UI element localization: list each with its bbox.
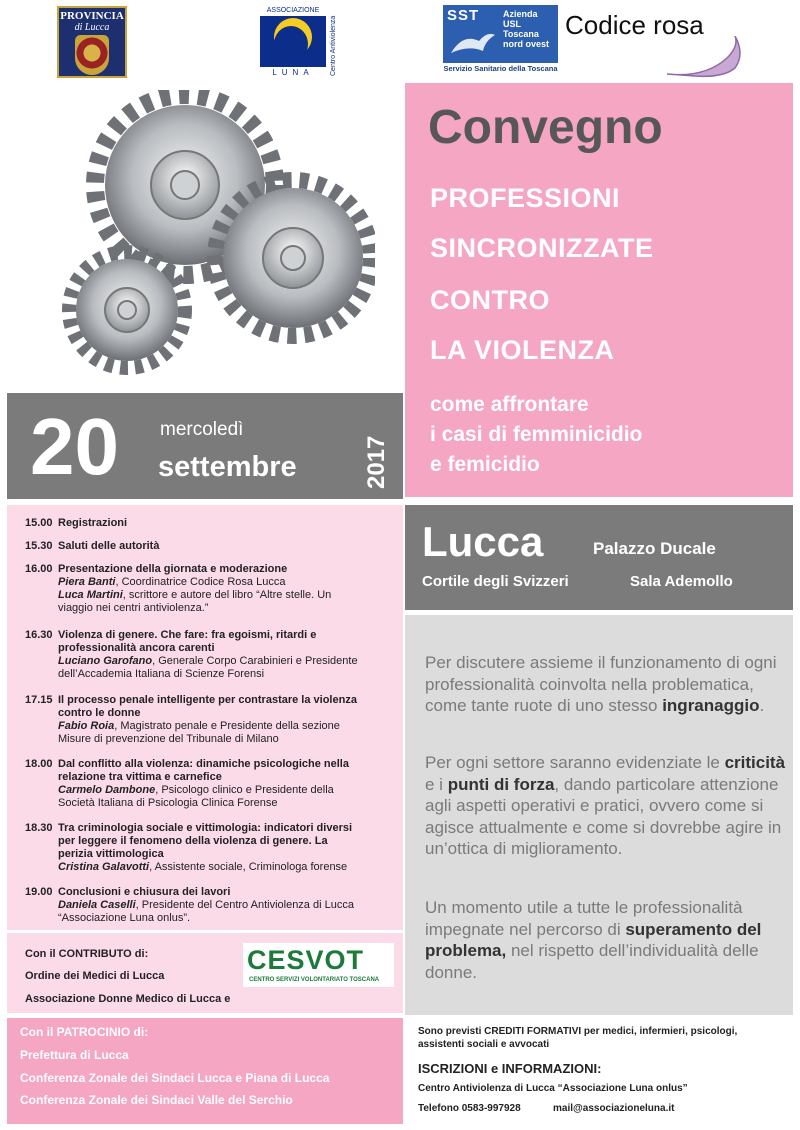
luna-logo-top: ASSOCIAZIONE: [260, 6, 326, 16]
program-item: 18.30 Tra criminologia sociale e vittimologia: indicatori diversi per leggere il fenomeno della violenza di genere. La perizia vittimologica Cristina Galavotti, Assistente sociale, Criminologa forense: [25, 822, 353, 873]
event-day: 20: [30, 402, 119, 491]
venue-hall: Sala Ademollo: [630, 573, 733, 590]
venue-courtyard: Cortile degli Svizzeri: [422, 573, 569, 590]
event-weekday: mercoledì: [160, 419, 244, 440]
event-year: 2017: [363, 435, 390, 489]
title-line-1: PROFESSIONI: [430, 183, 621, 213]
patrocinio-item: Prefettura di Lucca: [20, 1048, 129, 1062]
associazione-luna-logo: [260, 6, 326, 78]
patrocinio-item: Conferenza Zonale dei Sindaci Valle del Serchio: [20, 1093, 293, 1107]
contributo-heading: Con il CONTRIBUTO di:: [25, 948, 149, 960]
description-paragraph-3: Un momento utile a tutte le professionalità impegnate nel percorso di superamento del problema, nel rispetto dell’individualità delle donne.: [425, 898, 762, 982]
provincia-lucca-logo: [57, 6, 127, 78]
title-line-4: LA VIOLENZA: [430, 335, 615, 365]
description-paragraph-2: Per ogni settore saranno evidenziate le criticità e i punti di forza, dando particolare attenzione agli aspetti operativi e pratici, ovvero come si agisce attualmente e come si dovrebbe agire in un’ottica di miglioramento.: [425, 753, 786, 858]
subtitle-line-3: e femicidio: [430, 453, 540, 476]
credits-line-2: assistenti sociali e avvocati: [418, 1039, 550, 1050]
venue-palace: Palazzo Ducale: [593, 539, 716, 558]
credits-line-1: Sono previsti CREDITI FORMATIVI per medici, infermieri, psicologi,: [418, 1026, 738, 1037]
luna-logo-bottom: LUNA: [260, 67, 326, 78]
description-paragraph-1: Per discutere assieme il funzionamento di ogni professionalità coinvolta nella problematica, come tante ruote di uno stesso ingranaggio.: [425, 653, 777, 715]
contributo-item: Associazione Donne Medico di Lucca e: [25, 993, 231, 1005]
info-organization: Centro Antiviolenza di Lucca “Associazione Luna onlus”: [418, 1083, 688, 1094]
gears-illustration: [55, 90, 375, 380]
venue-city: Lucca: [422, 518, 544, 565]
event-month: settembre: [158, 451, 297, 483]
title-line-3: CONTRO: [430, 285, 550, 315]
codice-rosa-text: Codice rosa: [565, 10, 704, 40]
provincia-logo-line1: PROVINCIA: [60, 10, 124, 22]
cesvot-caption: CENTRO SERVIZI VOLONTARIATO TOSCANA: [249, 977, 380, 983]
subtitle-line-2: i casi di femminicidio: [430, 423, 643, 446]
azienda-usl-text: Azienda USL Toscana nord ovest: [503, 9, 550, 49]
program-item: 15.00 Registrazioni: [25, 517, 128, 529]
servizio-sanitario-caption: Servizio Sanitario della Toscana: [443, 64, 558, 73]
program-item: 19.00 Conclusioni e chiusura dei lavori Daniela Caselli, Presidente del Centro Antiviolenza di Lucca “Associazione Luna onlus”.: [25, 886, 354, 924]
program-item: 15.30 Saluti delle autorità: [25, 540, 160, 552]
cesvot-logo: [243, 943, 394, 987]
luna-logo-side: Centro Antiviolenza: [330, 15, 337, 76]
provincia-logo-line2: di Lucca: [74, 22, 110, 33]
cesvot-text: CESVOT: [247, 945, 365, 975]
patrocinio-heading: Con il PATROCINIO di:: [20, 1025, 149, 1039]
program-item: 16.30 Violenza di genere. Che fare: fra egoismi, ritardi e professionalità ancora carenti Luciano Garofano, Generale Corpo Carabinieri e Presidente dell’Accademia Italiana di Scienze Forensi: [25, 629, 358, 680]
event-type-title: Convegno: [428, 101, 663, 154]
info-email[interactable]: mail@associazioneluna.it: [553, 1103, 675, 1114]
sst-text: SST: [447, 7, 480, 24]
bird-icon: [449, 27, 497, 59]
patrocinio-item: Conferenza Zonale dei Sindaci Lucca e Piana di Lucca: [20, 1071, 330, 1085]
contributo-item: Ordine dei Medici di Lucca: [25, 970, 165, 982]
program-item: 17.15 Il processo penale intelligente per contrastare la violenza contro le donne Fabio Roia, Magistrato penale e Presidente della sezione Misure di prevenzione del Tribunale di Milano: [25, 694, 357, 745]
title-line-2: SINCRONIZZATE: [430, 233, 654, 263]
codice-rosa-logo: [565, 6, 755, 78]
info-phone: Telefono 0583-997928: [418, 1103, 521, 1114]
moon-icon: [274, 18, 312, 56]
program-item: 18.00 Dal conflitto alla violenza: dinamiche psicologiche nella relazione tra vittima e carnefice Carmelo Dambone, Psicologo clinico e Presidente della Società Italiana di Psicologia Clinica Forense: [25, 758, 349, 809]
subtitle-line-1: come affrontare: [430, 393, 589, 416]
gear-small-icon: [69, 252, 185, 368]
usl-toscana-logo: [443, 5, 558, 73]
info-heading: ISCRIZIONI e INFORMAZIONI:: [418, 1061, 602, 1076]
provincia-crest-icon: [75, 35, 109, 75]
rose-swoosh-icon: [665, 36, 745, 78]
program-item: 16.00 Presentazione della giornata e moderazione Piera Banti, Coordinatrice Codice Rosa Lucca Luca Martini, scrittore e autore del libro “Altre stelle. Un viaggio nei centri antiviolenza.”: [25, 563, 332, 614]
